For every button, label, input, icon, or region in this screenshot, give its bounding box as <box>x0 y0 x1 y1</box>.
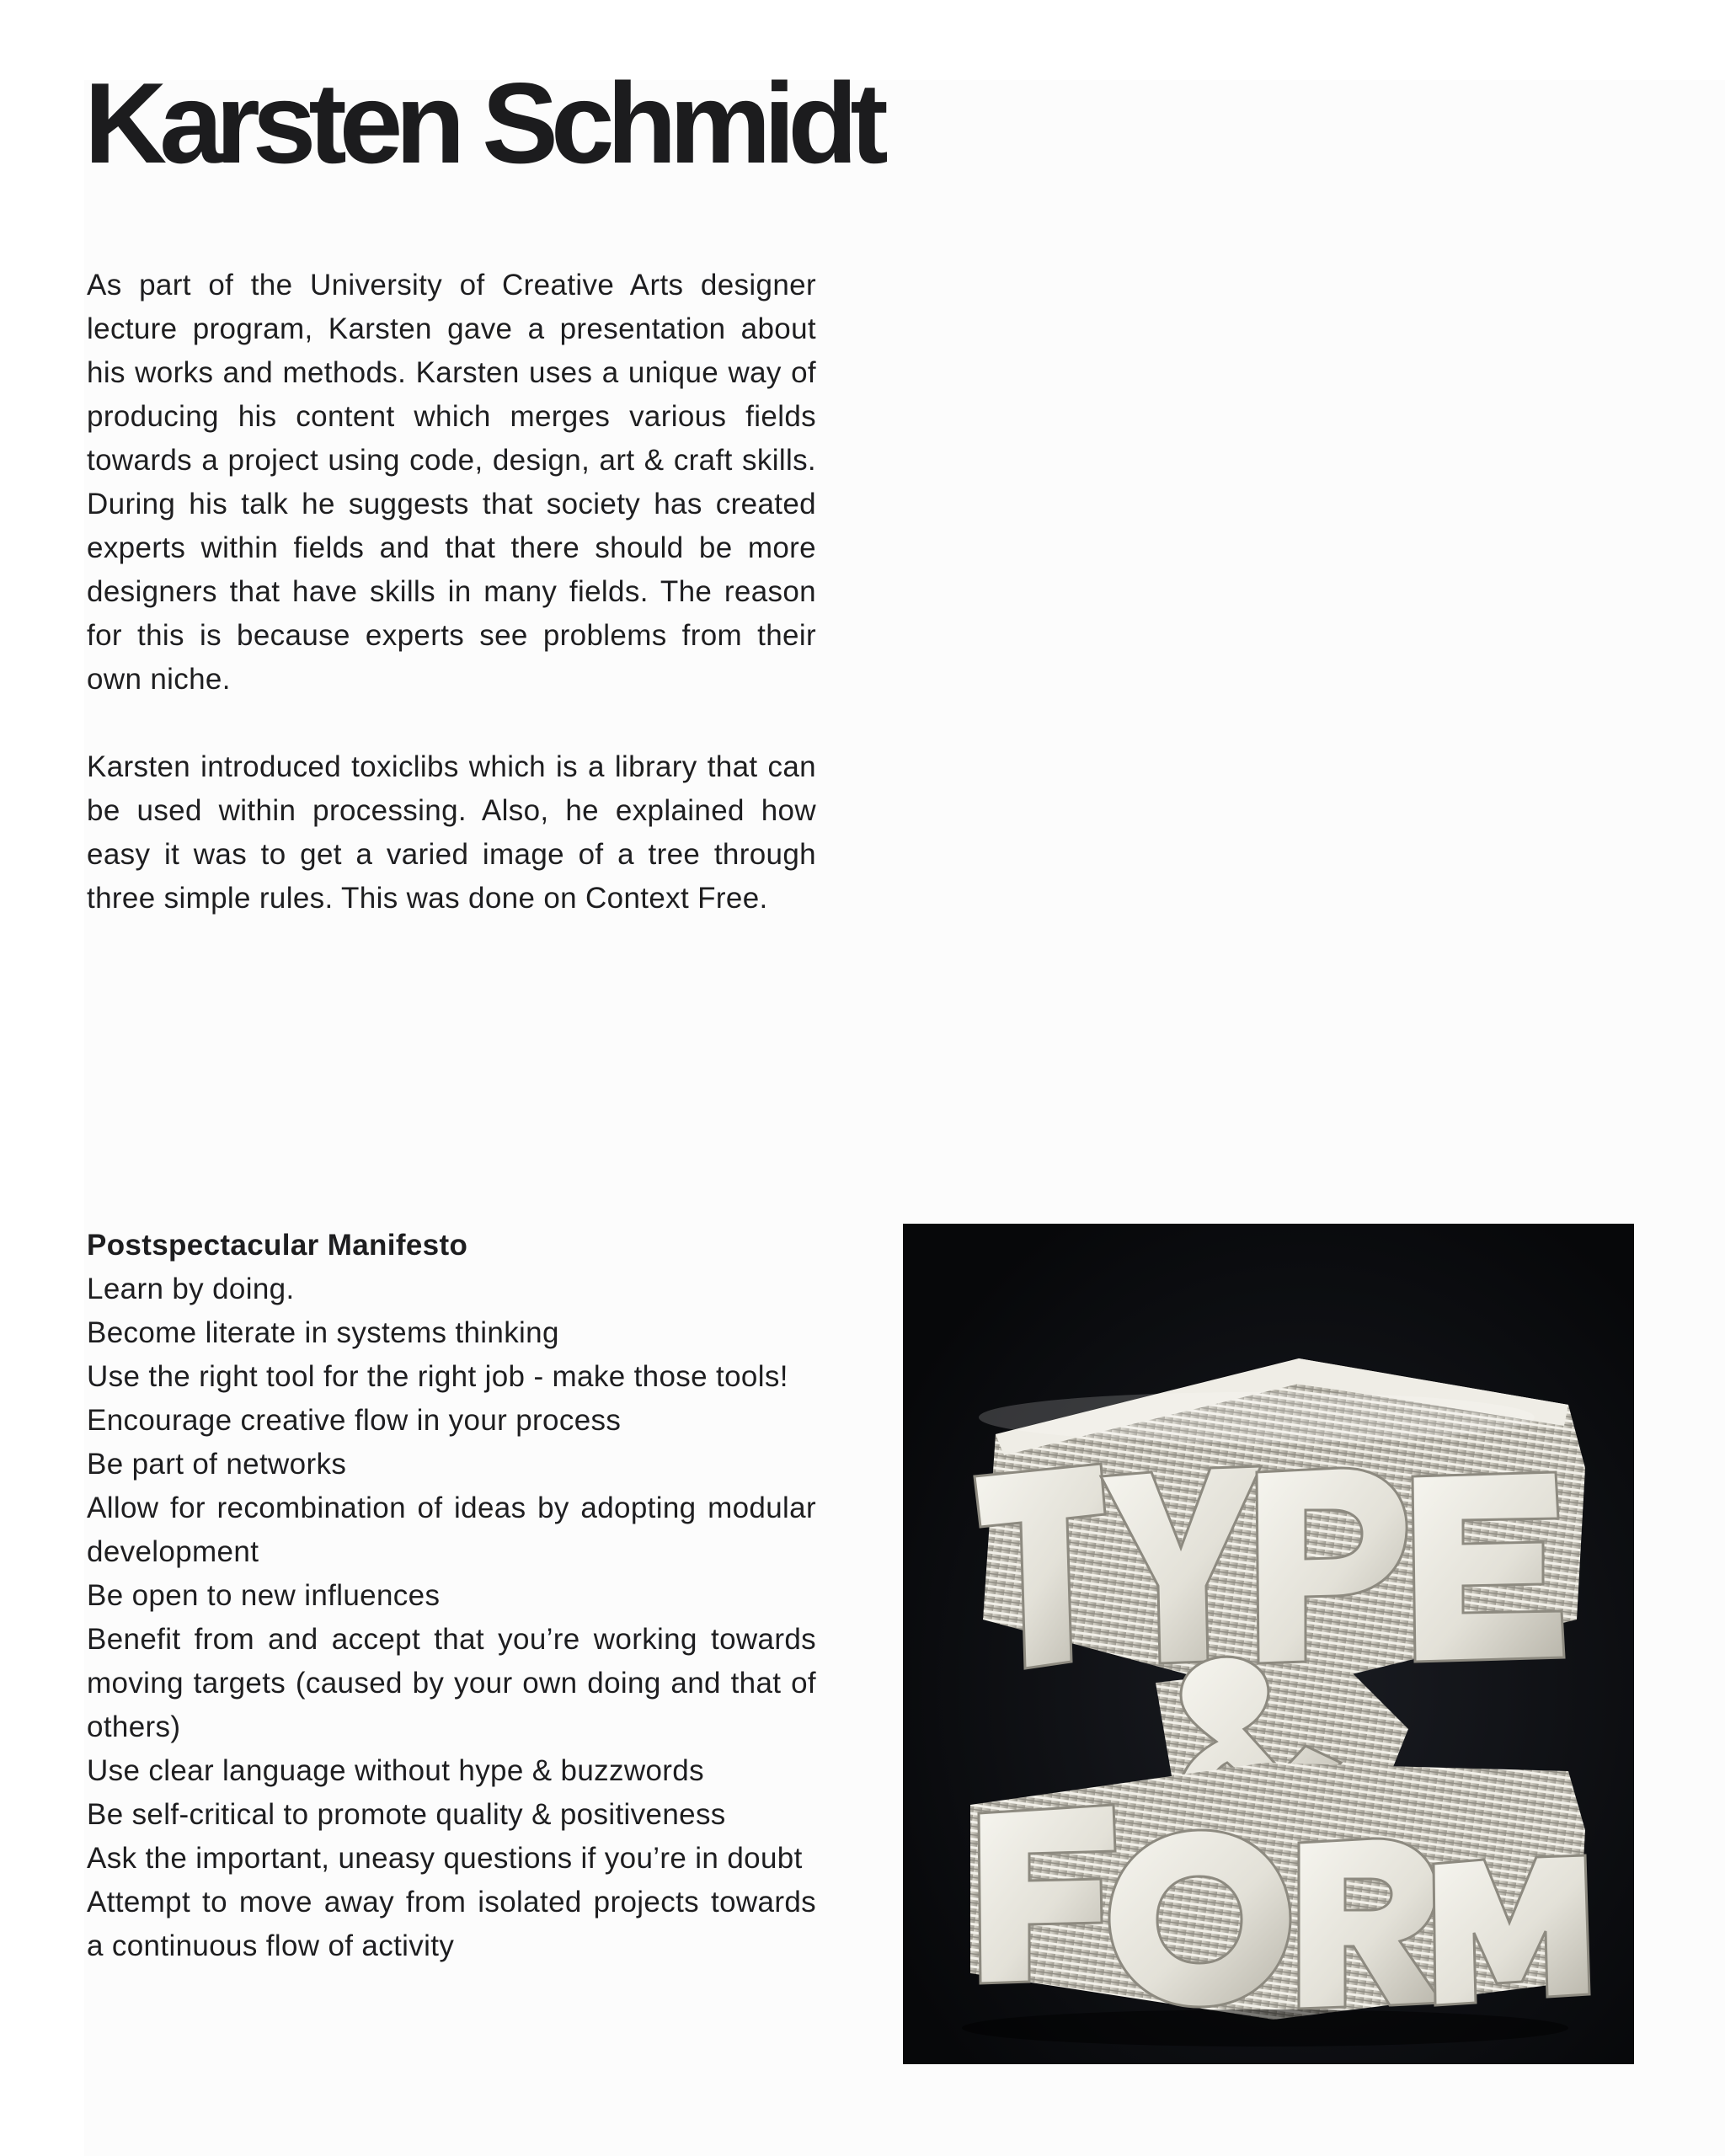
manifesto-item: Learn by doing. <box>87 1273 295 1305</box>
manifesto-item: Allow for recombination of ideas by adopting modular development <box>87 1492 816 1568</box>
sculpture-bottom-block <box>970 1763 1589 2020</box>
manifesto-item: Benefit from and accept that you’re working towards moving targets (caused by your own doing and that of others) <box>87 1623 816 1743</box>
manifesto-item: Be open to new influences <box>87 1579 441 1612</box>
manifesto-item: Use clear language without hype & buzzwords <box>87 1754 704 1787</box>
page-title: Karsten Schmidt <box>84 59 881 187</box>
manifesto-item: Be self-critical to promote quality & positiveness <box>87 1798 726 1831</box>
intro-text <box>87 264 816 921</box>
manifesto-heading: Postspectacular Manifesto <box>87 1229 468 1262</box>
manifesto-item: Use the right tool for the right job - make those tools! <box>87 1360 788 1393</box>
manifesto-list <box>87 1267 816 1968</box>
intro-paragraph: As part of the University of Creative Arts designer lecture program, Karsten gave a presentation about his works and methods. Karsten uses a unique way of producing his content which merges various fields towards a project using code, design, art & craft skills. During his talk he suggests that society has created experts within fields and that there should be more designers that have skills in many fields. The reason for this is because experts see problems from their own niche. <box>87 269 816 696</box>
manifesto-item: Become literate in systems thinking <box>87 1316 559 1349</box>
manifesto-item: Be part of networks <box>87 1448 347 1481</box>
type-and-form-sculpture-photo <box>903 1224 1634 2064</box>
manifesto-item: Encourage creative flow in your process <box>87 1404 622 1437</box>
intro-paragraph: Karsten introduced toxiclibs which is a library that can be used within processing. Also, he explained how easy it was to get a varied image of a tree through three simple rules. This was done on Context Free. <box>87 750 816 915</box>
manifesto-item: Attempt to move away from isolated projects towards a continuous flow of activity <box>87 1886 816 1962</box>
manifesto-item: Ask the important, uneasy questions if you’re in doubt <box>87 1842 803 1875</box>
manifesto-section <box>87 1224 816 1968</box>
sculpture-illustration <box>903 1224 1634 2064</box>
